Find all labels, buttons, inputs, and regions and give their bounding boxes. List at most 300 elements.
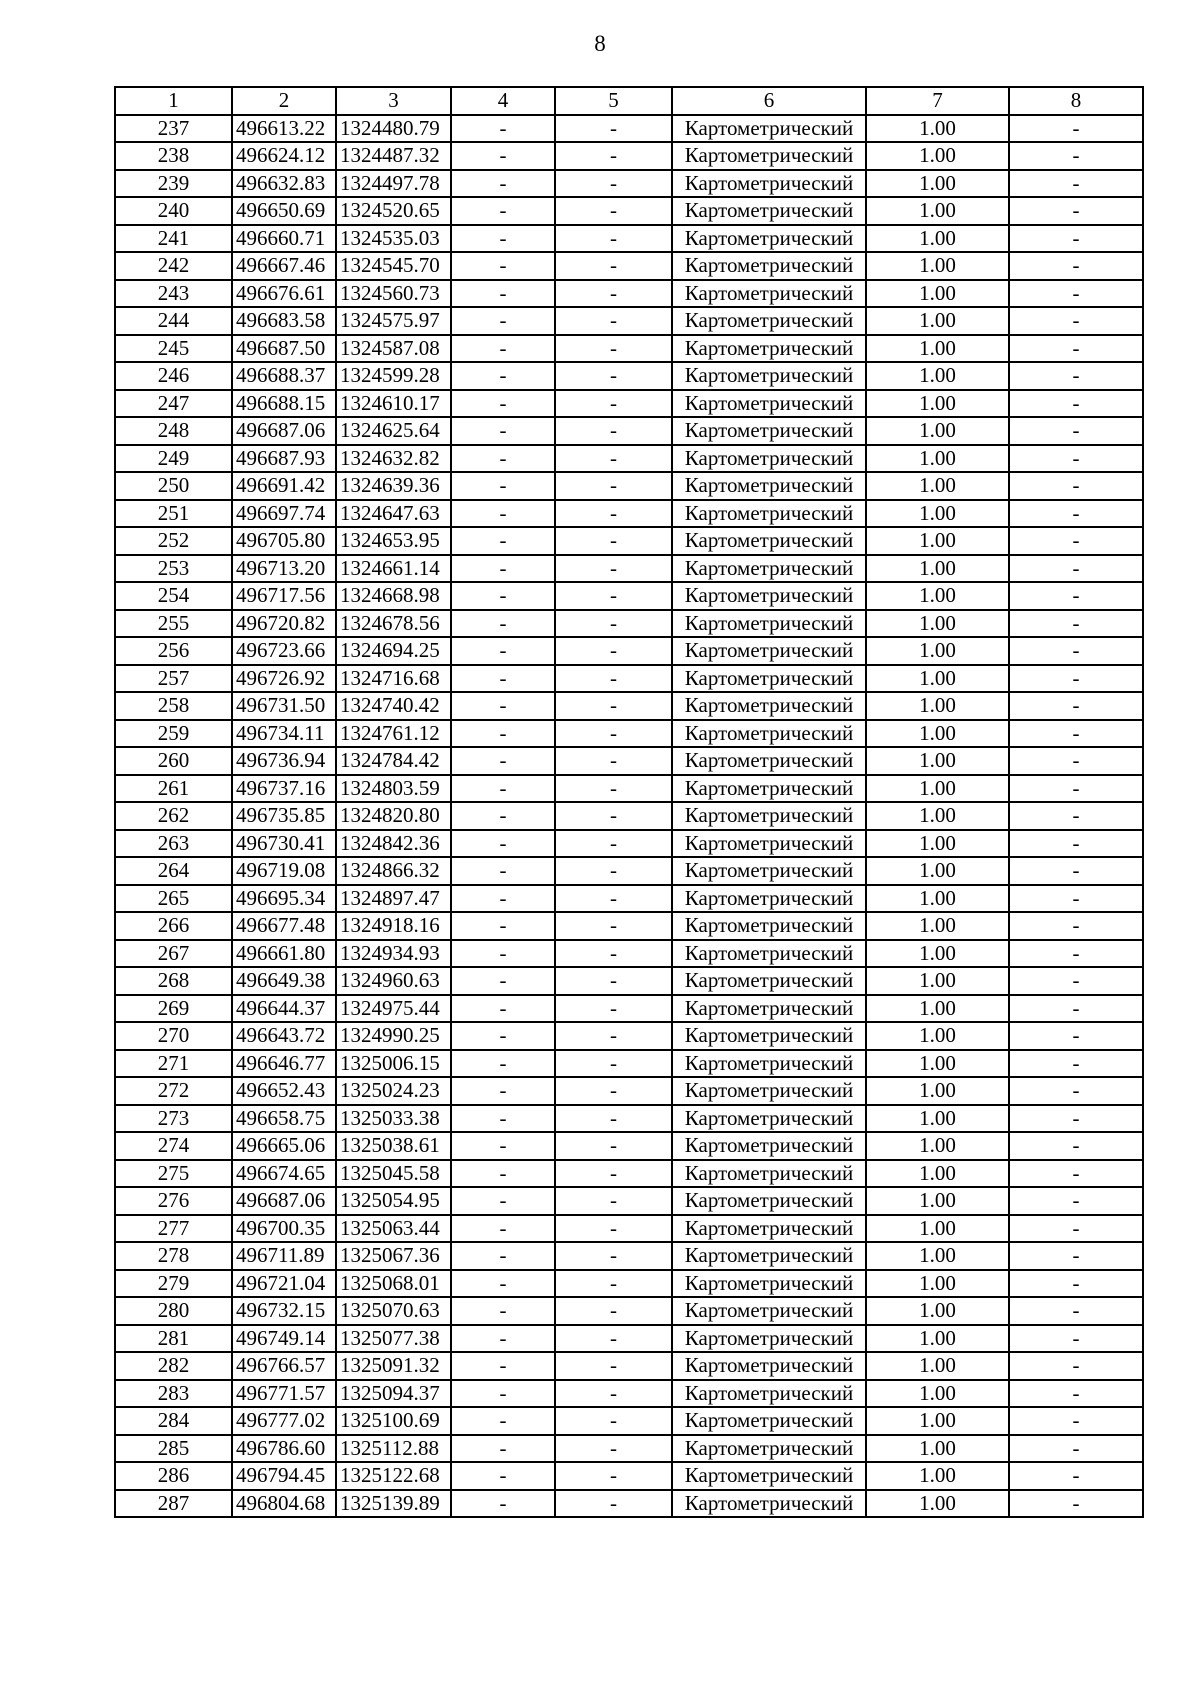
col4-cell: -	[451, 747, 555, 775]
point-number-cell: 242	[115, 252, 232, 280]
point-number-cell: 255	[115, 610, 232, 638]
col4-cell: -	[451, 692, 555, 720]
col8-cell: -	[1009, 555, 1143, 583]
col8-cell: -	[1009, 335, 1143, 363]
y-coordinate-cell: 1324625.64	[336, 417, 451, 445]
y-coordinate-cell: 1324678.56	[336, 610, 451, 638]
col5-cell: -	[555, 252, 672, 280]
method-cell: Картометрический	[672, 390, 866, 418]
accuracy-cell: 1.00	[866, 720, 1009, 748]
x-coordinate-cell: 496794.45	[232, 1462, 336, 1490]
method-cell: Картометрический	[672, 1132, 866, 1160]
col8-cell: -	[1009, 445, 1143, 473]
col4-cell: -	[451, 197, 555, 225]
col4-cell: -	[451, 610, 555, 638]
col5-cell: -	[555, 1187, 672, 1215]
point-number-cell: 282	[115, 1352, 232, 1380]
accuracy-cell: 1.00	[866, 830, 1009, 858]
accuracy-cell: 1.00	[866, 665, 1009, 693]
point-number-cell: 239	[115, 170, 232, 198]
col8-cell: -	[1009, 610, 1143, 638]
point-number-cell: 247	[115, 390, 232, 418]
accuracy-cell: 1.00	[866, 307, 1009, 335]
col5-cell: -	[555, 1435, 672, 1463]
col4-cell: -	[451, 637, 555, 665]
y-coordinate-cell: 1324716.68	[336, 665, 451, 693]
col5-cell: -	[555, 1050, 672, 1078]
point-number-cell: 277	[115, 1215, 232, 1243]
table-header-row	[115, 87, 1143, 115]
method-cell: Картометрический	[672, 1435, 866, 1463]
table-row	[115, 775, 1143, 803]
table-row	[115, 335, 1143, 363]
x-coordinate-cell: 496683.58	[232, 307, 336, 335]
accuracy-cell: 1.00	[866, 445, 1009, 473]
table-row	[115, 830, 1143, 858]
point-number-cell: 283	[115, 1380, 232, 1408]
col5-cell: -	[555, 1105, 672, 1133]
accuracy-cell: 1.00	[866, 335, 1009, 363]
method-cell: Картометрический	[672, 1160, 866, 1188]
y-coordinate-cell: 1324545.70	[336, 252, 451, 280]
accuracy-cell: 1.00	[866, 940, 1009, 968]
col8-cell: -	[1009, 692, 1143, 720]
x-coordinate-cell: 496676.61	[232, 280, 336, 308]
col8-cell: -	[1009, 527, 1143, 555]
accuracy-cell: 1.00	[866, 1187, 1009, 1215]
y-coordinate-cell: 1324803.59	[336, 775, 451, 803]
y-coordinate-cell: 1324480.79	[336, 115, 451, 143]
y-coordinate-cell: 1324694.25	[336, 637, 451, 665]
col4-cell: -	[451, 1215, 555, 1243]
table-row	[115, 665, 1143, 693]
y-coordinate-cell: 1324918.16	[336, 912, 451, 940]
col5-cell: -	[555, 390, 672, 418]
method-cell: Картометрический	[672, 527, 866, 555]
x-coordinate-cell: 496677.48	[232, 912, 336, 940]
col8-cell: -	[1009, 1187, 1143, 1215]
x-coordinate-cell: 496777.02	[232, 1407, 336, 1435]
col4-cell: -	[451, 472, 555, 500]
col8-cell: -	[1009, 115, 1143, 143]
col4-cell: -	[451, 417, 555, 445]
point-number-cell: 284	[115, 1407, 232, 1435]
col5-cell: -	[555, 445, 672, 473]
col4-cell: -	[451, 1077, 555, 1105]
x-coordinate-cell: 496624.12	[232, 142, 336, 170]
accuracy-cell: 1.00	[866, 692, 1009, 720]
x-coordinate-cell: 496658.75	[232, 1105, 336, 1133]
col4-cell: -	[451, 142, 555, 170]
method-cell: Картометрический	[672, 252, 866, 280]
method-cell: Картометрический	[672, 1462, 866, 1490]
method-cell: Картометрический	[672, 720, 866, 748]
method-cell: Картометрический	[672, 1077, 866, 1105]
coordinates-table	[114, 86, 1144, 1518]
point-number-cell: 287	[115, 1490, 232, 1518]
method-cell: Картометрический	[672, 1242, 866, 1270]
y-coordinate-cell: 1324560.73	[336, 280, 451, 308]
method-cell: Картометрический	[672, 1022, 866, 1050]
col5-cell: -	[555, 555, 672, 583]
col4-cell: -	[451, 252, 555, 280]
table-row	[115, 1352, 1143, 1380]
col4-cell: -	[451, 1297, 555, 1325]
col8-cell: -	[1009, 830, 1143, 858]
col5-cell: -	[555, 665, 672, 693]
x-coordinate-cell: 496721.04	[232, 1270, 336, 1298]
method-cell: Картометрический	[672, 912, 866, 940]
col5-cell: -	[555, 885, 672, 913]
col4-cell: -	[451, 445, 555, 473]
col5-cell: -	[555, 115, 672, 143]
x-coordinate-cell: 496732.15	[232, 1297, 336, 1325]
y-coordinate-cell: 1325070.63	[336, 1297, 451, 1325]
y-coordinate-cell: 1324575.97	[336, 307, 451, 335]
y-coordinate-cell: 1325100.69	[336, 1407, 451, 1435]
accuracy-cell: 1.00	[866, 1077, 1009, 1105]
point-number-cell: 265	[115, 885, 232, 913]
y-coordinate-cell: 1325063.44	[336, 1215, 451, 1243]
point-number-cell: 240	[115, 197, 232, 225]
col4-cell: -	[451, 280, 555, 308]
col8-cell: -	[1009, 582, 1143, 610]
accuracy-cell: 1.00	[866, 857, 1009, 885]
method-cell: Картометрический	[672, 170, 866, 198]
point-number-cell: 280	[115, 1297, 232, 1325]
col5-cell: -	[555, 335, 672, 363]
method-cell: Картометрический	[672, 692, 866, 720]
point-number-cell: 257	[115, 665, 232, 693]
col4-cell: -	[451, 857, 555, 885]
method-cell: Картометрический	[672, 1407, 866, 1435]
col4-cell: -	[451, 885, 555, 913]
table-row	[115, 692, 1143, 720]
method-cell: Картометрический	[672, 225, 866, 253]
method-cell: Картометрический	[672, 472, 866, 500]
point-number-cell: 248	[115, 417, 232, 445]
accuracy-cell: 1.00	[866, 637, 1009, 665]
table-row	[115, 720, 1143, 748]
point-number-cell: 285	[115, 1435, 232, 1463]
col5-cell: -	[555, 857, 672, 885]
col8-cell: -	[1009, 967, 1143, 995]
col8-cell: -	[1009, 197, 1143, 225]
column-header: 4	[451, 87, 555, 115]
col4-cell: -	[451, 1132, 555, 1160]
accuracy-cell: 1.00	[866, 1325, 1009, 1353]
accuracy-cell: 1.00	[866, 1407, 1009, 1435]
col4-cell: -	[451, 1352, 555, 1380]
method-cell: Картометрический	[672, 802, 866, 830]
x-coordinate-cell: 496713.20	[232, 555, 336, 583]
col8-cell: -	[1009, 1160, 1143, 1188]
y-coordinate-cell: 1324535.03	[336, 225, 451, 253]
col5-cell: -	[555, 802, 672, 830]
point-number-cell: 271	[115, 1050, 232, 1078]
point-number-cell: 244	[115, 307, 232, 335]
table-row	[115, 610, 1143, 638]
col5-cell: -	[555, 362, 672, 390]
col4-cell: -	[451, 390, 555, 418]
table-row	[115, 995, 1143, 1023]
y-coordinate-cell: 1325077.38	[336, 1325, 451, 1353]
method-cell: Картометрический	[672, 1297, 866, 1325]
y-coordinate-cell: 1324587.08	[336, 335, 451, 363]
y-coordinate-cell: 1324661.14	[336, 555, 451, 583]
col4-cell: -	[451, 995, 555, 1023]
col4-cell: -	[451, 1050, 555, 1078]
col4-cell: -	[451, 1270, 555, 1298]
x-coordinate-cell: 496695.34	[232, 885, 336, 913]
table-row	[115, 252, 1143, 280]
col4-cell: -	[451, 967, 555, 995]
table-row	[115, 1187, 1143, 1215]
point-number-cell: 281	[115, 1325, 232, 1353]
col8-cell: -	[1009, 1462, 1143, 1490]
table-row	[115, 1050, 1143, 1078]
col8-cell: -	[1009, 720, 1143, 748]
col8-cell: -	[1009, 1490, 1143, 1518]
accuracy-cell: 1.00	[866, 1270, 1009, 1298]
x-coordinate-cell: 496674.65	[232, 1160, 336, 1188]
col8-cell: -	[1009, 1352, 1143, 1380]
point-number-cell: 258	[115, 692, 232, 720]
point-number-cell: 274	[115, 1132, 232, 1160]
accuracy-cell: 1.00	[866, 252, 1009, 280]
method-cell: Картометрический	[672, 857, 866, 885]
col5-cell: -	[555, 1132, 672, 1160]
column-header: 1	[115, 87, 232, 115]
method-cell: Картометрический	[672, 417, 866, 445]
x-coordinate-cell: 496723.66	[232, 637, 336, 665]
x-coordinate-cell: 496665.06	[232, 1132, 336, 1160]
col5-cell: -	[555, 417, 672, 445]
method-cell: Картометрический	[672, 1380, 866, 1408]
col4-cell: -	[451, 1160, 555, 1188]
x-coordinate-cell: 496649.38	[232, 967, 336, 995]
y-coordinate-cell: 1324668.98	[336, 582, 451, 610]
point-number-cell: 252	[115, 527, 232, 555]
point-number-cell: 279	[115, 1270, 232, 1298]
y-coordinate-cell: 1324610.17	[336, 390, 451, 418]
col5-cell: -	[555, 280, 672, 308]
point-number-cell: 269	[115, 995, 232, 1023]
col4-cell: -	[451, 775, 555, 803]
point-number-cell: 273	[115, 1105, 232, 1133]
table-row	[115, 417, 1143, 445]
accuracy-cell: 1.00	[866, 1022, 1009, 1050]
table-row	[115, 967, 1143, 995]
col8-cell: -	[1009, 1105, 1143, 1133]
col5-cell: -	[555, 1297, 672, 1325]
table-row	[115, 527, 1143, 555]
col4-cell: -	[451, 912, 555, 940]
x-coordinate-cell: 496697.74	[232, 500, 336, 528]
col5-cell: -	[555, 1352, 672, 1380]
column-header: 8	[1009, 87, 1143, 115]
method-cell: Картометрический	[672, 775, 866, 803]
col5-cell: -	[555, 610, 672, 638]
x-coordinate-cell: 496749.14	[232, 1325, 336, 1353]
y-coordinate-cell: 1324897.47	[336, 885, 451, 913]
col4-cell: -	[451, 170, 555, 198]
point-number-cell: 246	[115, 362, 232, 390]
table-row	[115, 445, 1143, 473]
method-cell: Картометрический	[672, 1215, 866, 1243]
x-coordinate-cell: 496786.60	[232, 1435, 336, 1463]
x-coordinate-cell: 496700.35	[232, 1215, 336, 1243]
point-number-cell: 260	[115, 747, 232, 775]
table-row	[115, 940, 1143, 968]
col8-cell: -	[1009, 1132, 1143, 1160]
point-number-cell: 256	[115, 637, 232, 665]
accuracy-cell: 1.00	[866, 555, 1009, 583]
accuracy-cell: 1.00	[866, 170, 1009, 198]
col5-cell: -	[555, 692, 672, 720]
x-coordinate-cell: 496736.94	[232, 747, 336, 775]
method-cell: Картометрический	[672, 445, 866, 473]
x-coordinate-cell: 496687.50	[232, 335, 336, 363]
method-cell: Картометрический	[672, 885, 866, 913]
col4-cell: -	[451, 527, 555, 555]
col5-cell: -	[555, 967, 672, 995]
x-coordinate-cell: 496652.43	[232, 1077, 336, 1105]
col5-cell: -	[555, 170, 672, 198]
col8-cell: -	[1009, 940, 1143, 968]
col5-cell: -	[555, 637, 672, 665]
method-cell: Картометрический	[672, 940, 866, 968]
table-row	[115, 307, 1143, 335]
accuracy-cell: 1.00	[866, 967, 1009, 995]
y-coordinate-cell: 1325112.88	[336, 1435, 451, 1463]
col8-cell: -	[1009, 912, 1143, 940]
y-coordinate-cell: 1324632.82	[336, 445, 451, 473]
col8-cell: -	[1009, 802, 1143, 830]
y-coordinate-cell: 1324653.95	[336, 527, 451, 555]
x-coordinate-cell: 496731.50	[232, 692, 336, 720]
y-coordinate-cell: 1324820.80	[336, 802, 451, 830]
col4-cell: -	[451, 1325, 555, 1353]
y-coordinate-cell: 1324975.44	[336, 995, 451, 1023]
col8-cell: -	[1009, 362, 1143, 390]
col4-cell: -	[451, 1490, 555, 1518]
accuracy-cell: 1.00	[866, 610, 1009, 638]
x-coordinate-cell: 496667.46	[232, 252, 336, 280]
method-cell: Картометрический	[672, 362, 866, 390]
accuracy-cell: 1.00	[866, 1380, 1009, 1408]
x-coordinate-cell: 496705.80	[232, 527, 336, 555]
table-row	[115, 1215, 1143, 1243]
page-number: 8	[594, 31, 606, 56]
x-coordinate-cell: 496632.83	[232, 170, 336, 198]
point-number-cell: 276	[115, 1187, 232, 1215]
point-number-cell: 245	[115, 335, 232, 363]
table-row	[115, 555, 1143, 583]
col5-cell: -	[555, 912, 672, 940]
col8-cell: -	[1009, 775, 1143, 803]
col5-cell: -	[555, 472, 672, 500]
point-number-cell: 272	[115, 1077, 232, 1105]
col5-cell: -	[555, 1270, 672, 1298]
x-coordinate-cell: 496711.89	[232, 1242, 336, 1270]
y-coordinate-cell: 1325091.32	[336, 1352, 451, 1380]
point-number-cell: 262	[115, 802, 232, 830]
y-coordinate-cell: 1325139.89	[336, 1490, 451, 1518]
point-number-cell: 253	[115, 555, 232, 583]
col4-cell: -	[451, 1242, 555, 1270]
col8-cell: -	[1009, 1297, 1143, 1325]
col8-cell: -	[1009, 1435, 1143, 1463]
point-number-cell: 251	[115, 500, 232, 528]
x-coordinate-cell: 496719.08	[232, 857, 336, 885]
point-number-cell: 249	[115, 445, 232, 473]
column-header: 6	[672, 87, 866, 115]
x-coordinate-cell: 496688.15	[232, 390, 336, 418]
table-row	[115, 1160, 1143, 1188]
accuracy-cell: 1.00	[866, 885, 1009, 913]
x-coordinate-cell: 496661.80	[232, 940, 336, 968]
col4-cell: -	[451, 1187, 555, 1215]
point-number-cell: 286	[115, 1462, 232, 1490]
col5-cell: -	[555, 775, 672, 803]
y-coordinate-cell: 1324866.32	[336, 857, 451, 885]
col5-cell: -	[555, 830, 672, 858]
x-coordinate-cell: 496691.42	[232, 472, 336, 500]
table-row	[115, 1270, 1143, 1298]
accuracy-cell: 1.00	[866, 1490, 1009, 1518]
method-cell: Картометрический	[672, 142, 866, 170]
accuracy-cell: 1.00	[866, 1352, 1009, 1380]
point-number-cell: 237	[115, 115, 232, 143]
col8-cell: -	[1009, 390, 1143, 418]
col5-cell: -	[555, 1242, 672, 1270]
y-coordinate-cell: 1325038.61	[336, 1132, 451, 1160]
table-row	[115, 582, 1143, 610]
accuracy-cell: 1.00	[866, 417, 1009, 445]
method-cell: Картометрический	[672, 335, 866, 363]
method-cell: Картометрический	[672, 1270, 866, 1298]
col8-cell: -	[1009, 280, 1143, 308]
col4-cell: -	[451, 1380, 555, 1408]
col4-cell: -	[451, 225, 555, 253]
col4-cell: -	[451, 1105, 555, 1133]
col8-cell: -	[1009, 142, 1143, 170]
col8-cell: -	[1009, 1242, 1143, 1270]
table-row	[115, 500, 1143, 528]
y-coordinate-cell: 1324639.36	[336, 472, 451, 500]
y-coordinate-cell: 1324934.93	[336, 940, 451, 968]
point-number-cell: 263	[115, 830, 232, 858]
y-coordinate-cell: 1324842.36	[336, 830, 451, 858]
point-number-cell: 254	[115, 582, 232, 610]
col5-cell: -	[555, 1022, 672, 1050]
table-row	[115, 802, 1143, 830]
y-coordinate-cell: 1325067.36	[336, 1242, 451, 1270]
y-coordinate-cell: 1325024.23	[336, 1077, 451, 1105]
col5-cell: -	[555, 1407, 672, 1435]
table-row	[115, 1077, 1143, 1105]
table-row	[115, 1325, 1143, 1353]
col8-cell: -	[1009, 665, 1143, 693]
x-coordinate-cell: 496737.16	[232, 775, 336, 803]
accuracy-cell: 1.00	[866, 1462, 1009, 1490]
point-number-cell: 268	[115, 967, 232, 995]
method-cell: Картометрический	[672, 747, 866, 775]
method-cell: Картометрический	[672, 610, 866, 638]
col5-cell: -	[555, 1380, 672, 1408]
accuracy-cell: 1.00	[866, 775, 1009, 803]
